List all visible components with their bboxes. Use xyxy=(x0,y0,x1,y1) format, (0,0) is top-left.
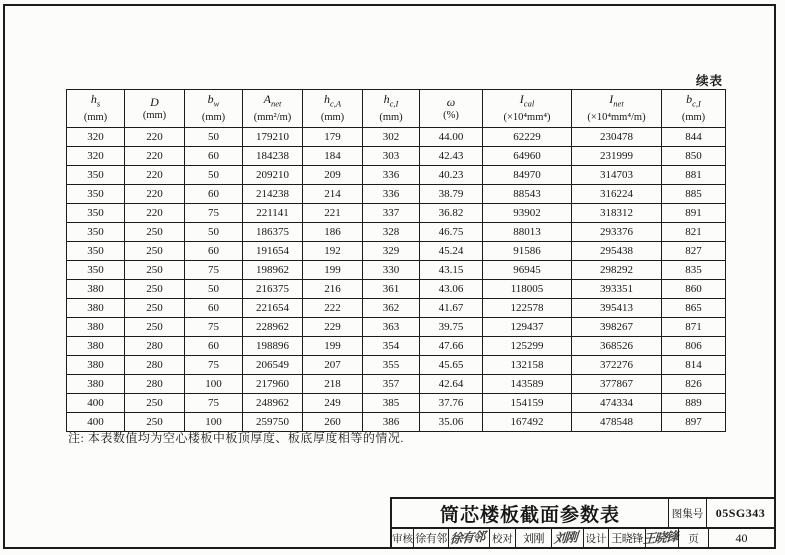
table-cell: 36.82 xyxy=(420,204,483,223)
table-cell: 221 xyxy=(303,204,363,223)
table-cell: 43.06 xyxy=(420,280,483,299)
credit-signature-cell xyxy=(552,529,584,547)
table-cell: 355 xyxy=(363,356,420,375)
column-header: $I_{cal}$ (×10⁴mm⁴) xyxy=(483,90,572,128)
table-cell: 93902 xyxy=(483,204,572,223)
table-cell: 298292 xyxy=(572,261,662,280)
sheet-title: 筒芯楼板截面参数表 xyxy=(392,499,669,527)
atlas-number-label: 图集号 xyxy=(669,499,707,527)
table-cell: 357 xyxy=(363,375,420,394)
table-cell: 850 xyxy=(662,147,726,166)
table-row xyxy=(67,223,726,242)
table-cell: 38.79 xyxy=(420,185,483,204)
column-header: ω (%) xyxy=(420,90,483,128)
table-cell: 44.00 xyxy=(420,128,483,147)
table-cell: 209 xyxy=(303,166,363,185)
column-header: $A_{net}$ (mm²/m) xyxy=(243,90,303,128)
table-cell: 350 xyxy=(67,204,125,223)
column-header: $h_{c,I}$ (mm) xyxy=(363,90,420,128)
table-cell: 222 xyxy=(303,299,363,318)
table-cell: 860 xyxy=(662,280,726,299)
table-cell: 474334 xyxy=(572,394,662,413)
table-row xyxy=(67,261,726,280)
table-cell: 191654 xyxy=(243,242,303,261)
page-number-value: 40 xyxy=(735,530,748,545)
table-cell: 280 xyxy=(125,356,185,375)
table-cell: 75 xyxy=(185,261,243,280)
table-row xyxy=(67,280,726,299)
table-cell: 207 xyxy=(303,356,363,375)
column-header: $I_{net}$ (×10⁴mm⁴/m) xyxy=(572,90,662,128)
table-cell: 154159 xyxy=(483,394,572,413)
table-row xyxy=(67,147,726,166)
table-cell: 50 xyxy=(185,280,243,299)
table-cell: 865 xyxy=(662,299,726,318)
table-cell: 88013 xyxy=(483,223,572,242)
page-number-label: 页 xyxy=(679,529,709,547)
table-cell: 75 xyxy=(185,356,243,375)
table-cell: 60 xyxy=(185,242,243,261)
credit-signature-cell xyxy=(642,529,679,547)
table-cell: 293376 xyxy=(572,223,662,242)
table-cell: 198896 xyxy=(243,337,303,356)
table-cell: 41.67 xyxy=(420,299,483,318)
table-cell: 220 xyxy=(125,128,185,147)
table-cell: 354 xyxy=(363,337,420,356)
column-header: $b_w$ (mm) xyxy=(185,90,243,128)
table-cell: 43.15 xyxy=(420,261,483,280)
table-cell: 216375 xyxy=(243,280,303,299)
table-cell: 179 xyxy=(303,128,363,147)
table-cell: 37.76 xyxy=(420,394,483,413)
credit-label: 审核 xyxy=(392,529,414,547)
table-cell: 40.23 xyxy=(420,166,483,185)
table-cell: 377867 xyxy=(572,375,662,394)
table-row xyxy=(67,375,726,394)
table-row xyxy=(67,204,726,223)
table-cell: 199 xyxy=(303,261,363,280)
table-cell: 398267 xyxy=(572,318,662,337)
table-cell: 91586 xyxy=(483,242,572,261)
table-cell: 228962 xyxy=(243,318,303,337)
table-cell: 216 xyxy=(303,280,363,299)
handwritten-signature: 徐有邻 xyxy=(449,529,485,547)
table-row xyxy=(67,356,726,375)
table-cell: 125299 xyxy=(483,337,572,356)
table-cell: 250 xyxy=(125,299,185,318)
handwritten-signature: 刘刚 xyxy=(553,530,578,546)
table-cell: 88543 xyxy=(483,185,572,204)
table-cell: 221654 xyxy=(243,299,303,318)
table-cell: 118005 xyxy=(483,280,572,299)
table-cell: 129437 xyxy=(483,318,572,337)
table-cell: 320 xyxy=(67,147,125,166)
table-cell: 380 xyxy=(67,299,125,318)
table-row xyxy=(67,185,726,204)
table-cell: 372276 xyxy=(572,356,662,375)
title-block-bottom-row xyxy=(392,529,774,547)
table-cell: 186 xyxy=(303,223,363,242)
table-cell: 179210 xyxy=(243,128,303,147)
table-cell: 122578 xyxy=(483,299,572,318)
table-cell: 336 xyxy=(363,166,420,185)
table-cell: 45.24 xyxy=(420,242,483,261)
table-cell: 60 xyxy=(185,147,243,166)
continued-table-label: 续表 xyxy=(695,74,723,88)
column-header: $b_{c,I}$ (mm) xyxy=(662,90,726,128)
table-cell: 250 xyxy=(125,261,185,280)
table-cell: 328 xyxy=(363,223,420,242)
table-cell: 259750 xyxy=(243,413,303,432)
table-cell: 220 xyxy=(125,166,185,185)
table-cell: 814 xyxy=(662,356,726,375)
table-cell: 50 xyxy=(185,223,243,242)
table-cell: 199 xyxy=(303,337,363,356)
table-row xyxy=(67,394,726,413)
table-cell: 337 xyxy=(363,204,420,223)
table-cell: 231999 xyxy=(572,147,662,166)
credit-name: 刘刚 xyxy=(516,529,552,547)
credit-name: 徐有邻 xyxy=(414,529,449,547)
title-block-top-row xyxy=(392,499,774,529)
table-cell: 42.43 xyxy=(420,147,483,166)
table-cell: 260 xyxy=(303,413,363,432)
table-cell: 250 xyxy=(125,413,185,432)
table-cell: 891 xyxy=(662,204,726,223)
table-cell: 380 xyxy=(67,337,125,356)
table-cell: 386 xyxy=(363,413,420,432)
table-cell: 64960 xyxy=(483,147,572,166)
table-cell: 827 xyxy=(662,242,726,261)
table-cell: 350 xyxy=(67,166,125,185)
table-cell: 184 xyxy=(303,147,363,166)
table-header-row xyxy=(67,90,726,128)
table-cell: 336 xyxy=(363,185,420,204)
table-cell: 50 xyxy=(185,128,243,147)
credit-label: 校对 xyxy=(490,529,516,547)
table-row xyxy=(67,318,726,337)
column-header: $h_s$ (mm) xyxy=(67,90,125,128)
table-cell: 198962 xyxy=(243,261,303,280)
table-cell: 214 xyxy=(303,185,363,204)
table-cell: 362 xyxy=(363,299,420,318)
table-cell: 75 xyxy=(185,394,243,413)
table-cell: 302 xyxy=(363,128,420,147)
table-cell: 62229 xyxy=(483,128,572,147)
table-cell: 806 xyxy=(662,337,726,356)
table-cell: 821 xyxy=(662,223,726,242)
table-cell: 280 xyxy=(125,375,185,394)
table-cell: 214238 xyxy=(243,185,303,204)
table-cell: 209210 xyxy=(243,166,303,185)
parameter-table xyxy=(66,89,726,432)
title-block xyxy=(390,497,776,549)
table-cell: 35.06 xyxy=(420,413,483,432)
table-cell: 320 xyxy=(67,128,125,147)
table-cell: 871 xyxy=(662,318,726,337)
table-cell: 295438 xyxy=(572,242,662,261)
table-row xyxy=(67,242,726,261)
table-cell: 192 xyxy=(303,242,363,261)
table-cell: 400 xyxy=(67,413,125,432)
table-cell: 250 xyxy=(125,318,185,337)
table-cell: 385 xyxy=(363,394,420,413)
table-cell: 75 xyxy=(185,318,243,337)
table-cell: 303 xyxy=(363,147,420,166)
table-cell: 885 xyxy=(662,185,726,204)
atlas-number-value: 05SG343 xyxy=(715,505,766,520)
table-row xyxy=(67,299,726,318)
table-cell: 826 xyxy=(662,375,726,394)
table-cell: 363 xyxy=(363,318,420,337)
table-cell: 380 xyxy=(67,280,125,299)
table-cell: 881 xyxy=(662,166,726,185)
table-cell: 478548 xyxy=(572,413,662,432)
table-cell: 314703 xyxy=(572,166,662,185)
table-cell: 350 xyxy=(67,261,125,280)
table-cell: 350 xyxy=(67,223,125,242)
table-cell: 350 xyxy=(67,185,125,204)
table-cell: 250 xyxy=(125,394,185,413)
table-cell: 380 xyxy=(67,318,125,337)
table-cell: 889 xyxy=(662,394,726,413)
table-cell: 60 xyxy=(185,337,243,356)
table-row xyxy=(67,166,726,185)
table-cell: 46.75 xyxy=(420,223,483,242)
column-header: $h_{c,A}$ (mm) xyxy=(303,90,363,128)
table-cell: 100 xyxy=(185,375,243,394)
table-note: 注: 本表数值均为空心楼板中板顶厚度、板底厚度相等的情况. xyxy=(68,431,404,445)
table-cell: 250 xyxy=(125,223,185,242)
table-row xyxy=(67,337,726,356)
handwritten-signature: 王晓锋 xyxy=(642,529,678,547)
table-cell: 218 xyxy=(303,375,363,394)
table-cell: 206549 xyxy=(243,356,303,375)
table-cell: 75 xyxy=(185,204,243,223)
table-cell: 42.64 xyxy=(420,375,483,394)
credit-name: 王晓锋 xyxy=(609,529,646,547)
table-cell: 350 xyxy=(67,242,125,261)
table-cell: 143589 xyxy=(483,375,572,394)
table-cell: 132158 xyxy=(483,356,572,375)
table-cell: 221141 xyxy=(243,204,303,223)
table-cell: 395413 xyxy=(572,299,662,318)
table-cell: 380 xyxy=(67,356,125,375)
table-cell: 60 xyxy=(185,185,243,204)
table-cell: 39.75 xyxy=(420,318,483,337)
table-cell: 835 xyxy=(662,261,726,280)
table-cell: 249 xyxy=(303,394,363,413)
table-cell: 84970 xyxy=(483,166,572,185)
credit-signature-cell xyxy=(449,529,490,547)
table-row xyxy=(67,128,726,147)
table-cell: 220 xyxy=(125,185,185,204)
table-cell: 60 xyxy=(185,299,243,318)
table-cell: 220 xyxy=(125,204,185,223)
table-cell: 400 xyxy=(67,394,125,413)
table-cell: 250 xyxy=(125,242,185,261)
table-cell: 248962 xyxy=(243,394,303,413)
table-cell: 217960 xyxy=(243,375,303,394)
table-cell: 316224 xyxy=(572,185,662,204)
table-cell: 897 xyxy=(662,413,726,432)
table-cell: 50 xyxy=(185,166,243,185)
table-cell: 280 xyxy=(125,337,185,356)
table-cell: 368526 xyxy=(572,337,662,356)
credit-label: 设计 xyxy=(584,529,609,547)
table-cell: 330 xyxy=(363,261,420,280)
table-cell: 167492 xyxy=(483,413,572,432)
table-cell: 184238 xyxy=(243,147,303,166)
table-cell: 318312 xyxy=(572,204,662,223)
table-cell: 220 xyxy=(125,147,185,166)
column-header: D (mm) xyxy=(125,90,185,128)
table-cell: 329 xyxy=(363,242,420,261)
table-cell: 47.66 xyxy=(420,337,483,356)
table-cell: 250 xyxy=(125,280,185,299)
table-cell: 844 xyxy=(662,128,726,147)
table-cell: 380 xyxy=(67,375,125,394)
table-cell: 361 xyxy=(363,280,420,299)
table-cell: 229 xyxy=(303,318,363,337)
table-cell: 230478 xyxy=(572,128,662,147)
table-cell: 186375 xyxy=(243,223,303,242)
table-cell: 96945 xyxy=(483,261,572,280)
table-cell: 100 xyxy=(185,413,243,432)
table-cell: 45.65 xyxy=(420,356,483,375)
table-cell: 393351 xyxy=(572,280,662,299)
